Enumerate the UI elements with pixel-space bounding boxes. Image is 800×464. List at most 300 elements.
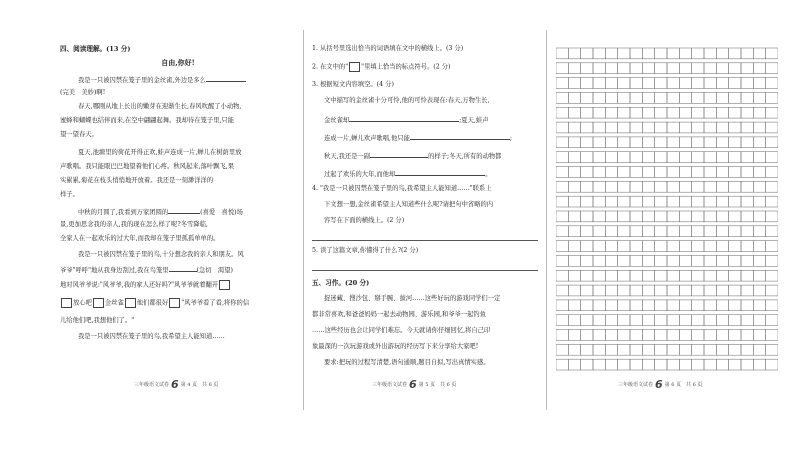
grid-cell[interactable]: [642, 226, 654, 237]
grid-cell[interactable]: [556, 137, 568, 148]
grid-cell[interactable]: [556, 270, 568, 281]
grid-cell[interactable]: [692, 196, 704, 207]
grid-cell[interactable]: [729, 78, 741, 89]
grid-cell[interactable]: [655, 107, 667, 118]
grid-cell[interactable]: [556, 330, 568, 341]
grid-cell[interactable]: [729, 107, 741, 118]
grid-cell[interactable]: [568, 196, 580, 207]
grid-cell[interactable]: [741, 78, 753, 89]
grid-cell[interactable]: [741, 152, 753, 163]
grid-cell[interactable]: [741, 63, 753, 74]
grid-cell[interactable]: [716, 359, 728, 370]
grid-cell[interactable]: [605, 107, 617, 118]
grid-cell[interactable]: [766, 285, 778, 296]
answer-blank[interactable]: [410, 132, 510, 140]
grid-cell[interactable]: [741, 181, 753, 192]
grid-cell[interactable]: [618, 270, 630, 281]
grid-cell[interactable]: [593, 344, 605, 355]
grid-cell[interactable]: [605, 78, 617, 89]
grid-cell[interactable]: [679, 241, 691, 252]
grid-cell[interactable]: [729, 137, 741, 148]
grid-cell[interactable]: [568, 63, 580, 74]
grid-cell[interactable]: [729, 196, 741, 207]
grid-cell[interactable]: [618, 285, 630, 296]
grid-cell[interactable]: [741, 167, 753, 178]
grid-cell[interactable]: [679, 48, 691, 59]
grid-cell[interactable]: [716, 255, 728, 266]
grid-cell[interactable]: [692, 137, 704, 148]
grid-cell[interactable]: [655, 181, 667, 192]
grid-cell[interactable]: [704, 78, 716, 89]
grid-cell[interactable]: [655, 167, 667, 178]
grid-cell[interactable]: [716, 196, 728, 207]
grid-cell[interactable]: [568, 92, 580, 103]
answer-blank[interactable]: [168, 206, 200, 214]
grid-cell[interactable]: [581, 270, 593, 281]
grid-cell[interactable]: [741, 359, 753, 370]
grid-cell[interactable]: [741, 315, 753, 326]
grid-cell[interactable]: [741, 344, 753, 355]
grid-cell[interactable]: [581, 211, 593, 222]
grid-cell[interactable]: [618, 63, 630, 74]
grid-cell[interactable]: [692, 300, 704, 311]
grid-cell[interactable]: [692, 211, 704, 222]
grid-cell[interactable]: [741, 137, 753, 148]
grid-cell[interactable]: [593, 270, 605, 281]
grid-cell[interactable]: [729, 122, 741, 133]
grid-cell[interactable]: [618, 255, 630, 266]
grid-cell[interactable]: [729, 330, 741, 341]
grid-cell[interactable]: [593, 330, 605, 341]
grid-cell[interactable]: [753, 344, 765, 355]
grid-cell[interactable]: [655, 315, 667, 326]
grid-cell[interactable]: [642, 63, 654, 74]
grid-cell[interactable]: [568, 330, 580, 341]
grid-cell[interactable]: [753, 270, 765, 281]
grid-cell[interactable]: [630, 78, 642, 89]
grid-cell[interactable]: [729, 270, 741, 281]
grid-cell[interactable]: [556, 48, 568, 59]
grid-cell[interactable]: [556, 63, 568, 74]
grid-cell[interactable]: [729, 152, 741, 163]
grid-cell[interactable]: [729, 359, 741, 370]
grid-cell[interactable]: [618, 181, 630, 192]
grid-cell[interactable]: [556, 181, 568, 192]
grid-cell[interactable]: [556, 285, 568, 296]
grid-cell[interactable]: [568, 344, 580, 355]
grid-cell[interactable]: [704, 107, 716, 118]
grid-cell[interactable]: [667, 48, 679, 59]
grid-cell[interactable]: [741, 226, 753, 237]
grid-cell[interactable]: [581, 344, 593, 355]
grid-cell[interactable]: [556, 196, 568, 207]
grid-cell[interactable]: [655, 330, 667, 341]
grid-cell[interactable]: [729, 48, 741, 59]
grid-cell[interactable]: [704, 315, 716, 326]
grid-cell[interactable]: [753, 48, 765, 59]
grid-cell[interactable]: [679, 315, 691, 326]
grid-cell[interactable]: [766, 211, 778, 222]
grid-cell[interactable]: [704, 255, 716, 266]
answer-blank[interactable]: [370, 150, 428, 158]
grid-cell[interactable]: [704, 241, 716, 252]
grid-cell[interactable]: [766, 63, 778, 74]
grid-cell[interactable]: [618, 107, 630, 118]
grid-cell[interactable]: [667, 344, 679, 355]
grid-cell[interactable]: [568, 137, 580, 148]
grid-cell[interactable]: [655, 211, 667, 222]
grid-cell[interactable]: [766, 152, 778, 163]
grid-cell[interactable]: [568, 181, 580, 192]
grid-cell[interactable]: [593, 167, 605, 178]
grid-cell[interactable]: [753, 211, 765, 222]
grid-cell[interactable]: [766, 241, 778, 252]
grid-cell[interactable]: [618, 241, 630, 252]
grid-cell[interactable]: [581, 359, 593, 370]
grid-cell[interactable]: [679, 359, 691, 370]
grid-cell[interactable]: [630, 152, 642, 163]
grid-cell[interactable]: [581, 122, 593, 133]
grid-cell[interactable]: [593, 48, 605, 59]
grid-cell[interactable]: [667, 315, 679, 326]
grid-cell[interactable]: [593, 285, 605, 296]
grid-cell[interactable]: [704, 167, 716, 178]
grid-cell[interactable]: [655, 196, 667, 207]
grid-cell[interactable]: [692, 92, 704, 103]
grid-cell[interactable]: [642, 211, 654, 222]
grid-cell[interactable]: [593, 92, 605, 103]
grid-cell[interactable]: [630, 107, 642, 118]
grid-cell[interactable]: [753, 285, 765, 296]
grid-cell[interactable]: [556, 92, 568, 103]
grid-cell[interactable]: [605, 270, 617, 281]
grid-cell[interactable]: [655, 137, 667, 148]
grid-cell[interactable]: [568, 122, 580, 133]
grid-cell[interactable]: [667, 167, 679, 178]
grid-cell[interactable]: [605, 196, 617, 207]
grid-cell[interactable]: [716, 137, 728, 148]
grid-cell[interactable]: [704, 211, 716, 222]
grid-cell[interactable]: [667, 196, 679, 207]
answer-line[interactable]: [312, 240, 538, 241]
grid-cell[interactable]: [593, 63, 605, 74]
grid-cell[interactable]: [729, 300, 741, 311]
grid-cell[interactable]: [556, 226, 568, 237]
grid-cell[interactable]: [655, 344, 667, 355]
grid-cell[interactable]: [692, 330, 704, 341]
grid-cell[interactable]: [692, 181, 704, 192]
grid-cell[interactable]: [581, 285, 593, 296]
grid-cell[interactable]: [655, 255, 667, 266]
grid-cell[interactable]: [568, 270, 580, 281]
grid-cell[interactable]: [729, 315, 741, 326]
grid-cell[interactable]: [581, 226, 593, 237]
grid-cell[interactable]: [593, 226, 605, 237]
grid-cell[interactable]: [667, 359, 679, 370]
grid-cell[interactable]: [630, 226, 642, 237]
grid-cell[interactable]: [766, 270, 778, 281]
grid-cell[interactable]: [692, 344, 704, 355]
grid-cell[interactable]: [605, 137, 617, 148]
grid-cell[interactable]: [581, 48, 593, 59]
grid-cell[interactable]: [679, 63, 691, 74]
grid-cell[interactable]: [741, 330, 753, 341]
grid-cell[interactable]: [667, 92, 679, 103]
grid-cell[interactable]: [704, 63, 716, 74]
grid-cell[interactable]: [630, 359, 642, 370]
grid-cell[interactable]: [741, 122, 753, 133]
grid-cell[interactable]: [568, 167, 580, 178]
grid-cell[interactable]: [642, 196, 654, 207]
grid-cell[interactable]: [618, 211, 630, 222]
grid-cell[interactable]: [655, 78, 667, 89]
grid-cell[interactable]: [667, 300, 679, 311]
grid-cell[interactable]: [556, 78, 568, 89]
punctuation-box[interactable]: [93, 298, 104, 308]
grid-cell[interactable]: [741, 255, 753, 266]
grid-cell[interactable]: [729, 63, 741, 74]
grid-cell[interactable]: [618, 122, 630, 133]
grid-cell[interactable]: [679, 167, 691, 178]
grid-cell[interactable]: [568, 78, 580, 89]
grid-cell[interactable]: [716, 285, 728, 296]
grid-cell[interactable]: [655, 122, 667, 133]
grid-cell[interactable]: [593, 315, 605, 326]
grid-cell[interactable]: [766, 226, 778, 237]
grid-cell[interactable]: [729, 181, 741, 192]
grid-cell[interactable]: [692, 167, 704, 178]
grid-cell[interactable]: [593, 300, 605, 311]
grid-cell[interactable]: [753, 330, 765, 341]
grid-cell[interactable]: [642, 122, 654, 133]
grid-cell[interactable]: [630, 285, 642, 296]
grid-cell[interactable]: [618, 315, 630, 326]
grid-cell[interactable]: [667, 241, 679, 252]
grid-cell[interactable]: [679, 78, 691, 89]
grid-cell[interactable]: [729, 285, 741, 296]
grid-cell[interactable]: [729, 167, 741, 178]
grid-cell[interactable]: [655, 48, 667, 59]
grid-cell[interactable]: [753, 167, 765, 178]
grid-cell[interactable]: [630, 122, 642, 133]
grid-cell[interactable]: [556, 344, 568, 355]
punctuation-box[interactable]: [169, 298, 180, 308]
grid-cell[interactable]: [679, 226, 691, 237]
grid-cell[interactable]: [716, 315, 728, 326]
grid-cell[interactable]: [642, 137, 654, 148]
grid-cell[interactable]: [766, 300, 778, 311]
grid-cell[interactable]: [556, 315, 568, 326]
grid-cell[interactable]: [568, 226, 580, 237]
grid-cell[interactable]: [753, 78, 765, 89]
grid-cell[interactable]: [716, 63, 728, 74]
grid-cell[interactable]: [593, 181, 605, 192]
grid-cell[interactable]: [568, 211, 580, 222]
grid-cell[interactable]: [667, 211, 679, 222]
grid-cell[interactable]: [642, 48, 654, 59]
grid-cell[interactable]: [704, 152, 716, 163]
grid-cell[interactable]: [581, 63, 593, 74]
punctuation-box[interactable]: [61, 298, 72, 308]
grid-cell[interactable]: [605, 181, 617, 192]
grid-cell[interactable]: [642, 359, 654, 370]
grid-cell[interactable]: [667, 107, 679, 118]
grid-cell[interactable]: [704, 300, 716, 311]
grid-cell[interactable]: [581, 300, 593, 311]
grid-cell[interactable]: [679, 330, 691, 341]
grid-cell[interactable]: [766, 78, 778, 89]
grid-cell[interactable]: [581, 196, 593, 207]
grid-cell[interactable]: [679, 137, 691, 148]
grid-cell[interactable]: [692, 122, 704, 133]
grid-cell[interactable]: [568, 285, 580, 296]
grid-cell[interactable]: [618, 344, 630, 355]
grid-cell[interactable]: [679, 270, 691, 281]
grid-cell[interactable]: [642, 315, 654, 326]
grid-cell[interactable]: [642, 344, 654, 355]
grid-cell[interactable]: [667, 63, 679, 74]
grid-cell[interactable]: [741, 211, 753, 222]
grid-cell[interactable]: [630, 255, 642, 266]
grid-cell[interactable]: [741, 285, 753, 296]
grid-cell[interactable]: [642, 167, 654, 178]
grid-cell[interactable]: [568, 152, 580, 163]
grid-cell[interactable]: [704, 181, 716, 192]
grid-cell[interactable]: [679, 300, 691, 311]
grid-cell[interactable]: [729, 226, 741, 237]
grid-cell[interactable]: [692, 315, 704, 326]
grid-cell[interactable]: [605, 300, 617, 311]
grid-cell[interactable]: [556, 359, 568, 370]
grid-cell[interactable]: [667, 181, 679, 192]
grid-cell[interactable]: [655, 241, 667, 252]
grid-cell[interactable]: [618, 92, 630, 103]
grid-cell[interactable]: [766, 122, 778, 133]
grid-cell[interactable]: [605, 63, 617, 74]
grid-cell[interactable]: [753, 152, 765, 163]
grid-cell[interactable]: [605, 344, 617, 355]
grid-cell[interactable]: [630, 181, 642, 192]
grid-cell[interactable]: [679, 181, 691, 192]
grid-cell[interactable]: [618, 226, 630, 237]
grid-cell[interactable]: [753, 181, 765, 192]
grid-cell[interactable]: [593, 78, 605, 89]
grid-cell[interactable]: [704, 122, 716, 133]
grid-cell[interactable]: [605, 167, 617, 178]
grid-cell[interactable]: [704, 344, 716, 355]
grid-cell[interactable]: [667, 255, 679, 266]
grid-cell[interactable]: [605, 122, 617, 133]
grid-cell[interactable]: [716, 300, 728, 311]
grid-cell[interactable]: [605, 92, 617, 103]
grid-cell[interactable]: [716, 330, 728, 341]
grid-cell[interactable]: [655, 270, 667, 281]
grid-cell[interactable]: [618, 78, 630, 89]
grid-cell[interactable]: [618, 359, 630, 370]
grid-cell[interactable]: [581, 315, 593, 326]
grid-cell[interactable]: [741, 196, 753, 207]
grid-cell[interactable]: [630, 92, 642, 103]
grid-cell[interactable]: [716, 167, 728, 178]
grid-cell[interactable]: [753, 196, 765, 207]
grid-cell[interactable]: [692, 152, 704, 163]
grid-cell[interactable]: [630, 270, 642, 281]
grid-cell[interactable]: [704, 92, 716, 103]
grid-cell[interactable]: [766, 107, 778, 118]
grid-cell[interactable]: [618, 167, 630, 178]
grid-cell[interactable]: [766, 48, 778, 59]
grid-cell[interactable]: [618, 137, 630, 148]
grid-cell[interactable]: [642, 300, 654, 311]
grid-cell[interactable]: [556, 241, 568, 252]
grid-cell[interactable]: [766, 255, 778, 266]
grid-cell[interactable]: [581, 137, 593, 148]
grid-cell[interactable]: [704, 226, 716, 237]
grid-cell[interactable]: [766, 359, 778, 370]
grid-cell[interactable]: [568, 241, 580, 252]
grid-cell[interactable]: [605, 255, 617, 266]
grid-cell[interactable]: [655, 152, 667, 163]
grid-cell[interactable]: [642, 181, 654, 192]
answer-blank[interactable]: [169, 264, 197, 272]
answer-blank[interactable]: [395, 168, 485, 176]
grid-cell[interactable]: [716, 92, 728, 103]
grid-cell[interactable]: [679, 344, 691, 355]
grid-cell[interactable]: [692, 285, 704, 296]
grid-cell[interactable]: [581, 107, 593, 118]
grid-cell[interactable]: [704, 196, 716, 207]
grid-cell[interactable]: [581, 92, 593, 103]
answer-blank[interactable]: [206, 74, 246, 82]
grid-cell[interactable]: [766, 330, 778, 341]
grid-cell[interactable]: [741, 270, 753, 281]
grid-cell[interactable]: [679, 255, 691, 266]
grid-cell[interactable]: [766, 196, 778, 207]
grid-cell[interactable]: [729, 92, 741, 103]
grid-cell[interactable]: [618, 152, 630, 163]
grid-cell[interactable]: [716, 122, 728, 133]
grid-cell[interactable]: [667, 226, 679, 237]
grid-cell[interactable]: [593, 241, 605, 252]
grid-cell[interactable]: [667, 152, 679, 163]
grid-cell[interactable]: [704, 359, 716, 370]
grid-cell[interactable]: [729, 344, 741, 355]
grid-cell[interactable]: [679, 285, 691, 296]
grid-cell[interactable]: [593, 196, 605, 207]
grid-cell[interactable]: [605, 211, 617, 222]
grid-cell[interactable]: [667, 137, 679, 148]
grid-cell[interactable]: [716, 152, 728, 163]
grid-cell[interactable]: [729, 241, 741, 252]
grid-cell[interactable]: [605, 152, 617, 163]
grid-cell[interactable]: [766, 344, 778, 355]
grid-cell[interactable]: [679, 122, 691, 133]
grid-cell[interactable]: [741, 107, 753, 118]
grid-cell[interactable]: [630, 63, 642, 74]
grid-cell[interactable]: [679, 107, 691, 118]
grid-cell[interactable]: [753, 255, 765, 266]
grid-cell[interactable]: [581, 167, 593, 178]
grid-cell[interactable]: [593, 107, 605, 118]
grid-cell[interactable]: [716, 181, 728, 192]
grid-cell[interactable]: [642, 270, 654, 281]
grid-cell[interactable]: [605, 359, 617, 370]
answer-line[interactable]: [312, 270, 538, 271]
grid-cell[interactable]: [704, 270, 716, 281]
grid-cell[interactable]: [556, 167, 568, 178]
grid-cell[interactable]: [642, 285, 654, 296]
grid-cell[interactable]: [667, 78, 679, 89]
